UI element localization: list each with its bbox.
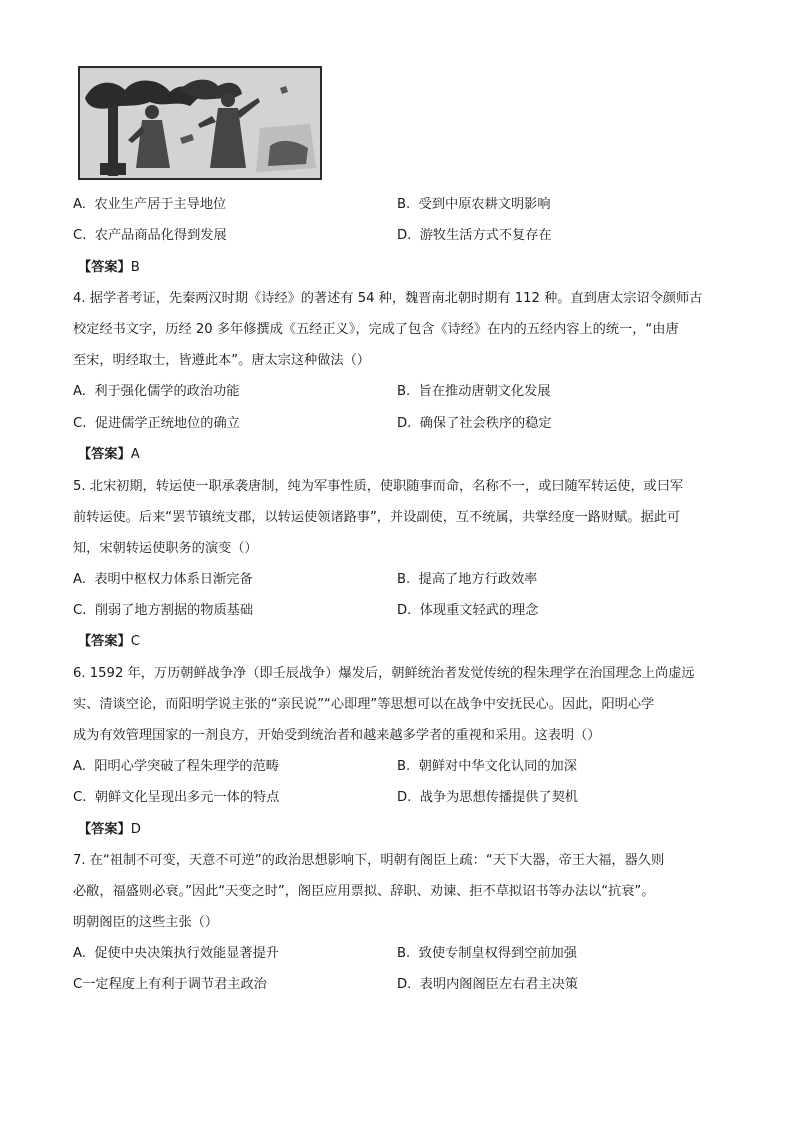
mural-image: [80, 68, 320, 178]
q3-option-c[interactable]: C. 农产品商品化得到发展: [73, 228, 227, 243]
q6-option-c[interactable]: C. 朝鲜文化呈现出多元一体的特点: [73, 790, 280, 805]
q4-option-b[interactable]: B. 旨在推动唐朝文化发展: [397, 384, 551, 399]
q7-option-a[interactable]: A. 促使中央决策执行效能显著提升: [73, 946, 279, 961]
q5-stem-line-3: 知，宋朝转运使职务的演变（）: [73, 541, 258, 556]
q4-stem-line-1: 4. 据学者考证，先秦两汉时期《诗经》的著述有 54 种，魏晋南北朝时期有 112 种。直到唐太宗诏令颜师古: [73, 291, 703, 306]
q3-option-b[interactable]: B. 受到中原农耕文明影响: [397, 197, 551, 212]
q5-stem-line-1: 5. 北宋初期，转运使一职承袭唐制，纯为军事性质，使职随事而命，名称不一，或曰随军转运使，或曰军: [73, 479, 684, 494]
q7-option-c[interactable]: C一定程度上有利于调节君主政治: [73, 977, 267, 992]
mural-figure: [78, 66, 322, 180]
q5-stem-line-2: 前转运使。后来“罢节镇统支郡，以转运使领诸路事”，并设副使，互不统属，共掌经度一路财赋。据此可: [73, 510, 681, 525]
q4-stem-line-3: 至宋，明经取士，皆遵此本”。唐太宗这种做法（）: [73, 353, 370, 368]
q6-stem-line-1: 6. 1592 年，万历朝鲜战争净（即壬辰战争）爆发后，朝鲜统治者发觉传统的程朱理学在治国理念上尚虚远: [73, 666, 695, 681]
q6-option-a[interactable]: A. 阳明心学突破了程朱理学的范畴: [73, 759, 279, 774]
q5-option-c[interactable]: C. 削弱了地方割据的物质基础: [73, 603, 254, 618]
q5-option-b[interactable]: B. 提高了地方行政效率: [397, 572, 538, 587]
q4-answer: 【答案】A: [78, 447, 140, 462]
q5-answer: 【答案】C: [78, 634, 140, 649]
q7-option-d[interactable]: D. 表明内阁阁臣左右君主决策: [397, 977, 578, 992]
q3-option-a[interactable]: A. 农业生产居于主导地位: [73, 197, 227, 212]
q4-option-d[interactable]: D. 确保了社会秩序的稳定: [397, 416, 552, 431]
q7-stem-line-3: 明朝阁臣的这些主张（）: [73, 915, 219, 930]
q6-option-b[interactable]: B. 朝鲜对中华文化认同的加深: [397, 759, 577, 774]
q7-stem-line-2: 必敝，福盛则必衰。”因此“天变之时”，阁臣应用票拟、辞职、劝谏、拒不草拟诏书等办法以“抗衰”。: [73, 884, 655, 899]
q6-answer: 【答案】D: [78, 822, 141, 837]
q6-option-d[interactable]: D. 战争为思想传播提供了契机: [397, 790, 578, 805]
q6-stem-line-3: 成为有效管理国家的一剂良方，开始受到统治者和越来越多学者的重视和采用。这表明（）: [73, 728, 601, 743]
q3-option-d[interactable]: D. 游牧生活方式不复存在: [397, 228, 552, 243]
q5-option-a[interactable]: A. 表明中枢权力体系日渐完备: [73, 572, 253, 587]
q6-stem-line-2: 实、清谈空论，而阳明学说主张的“亲民说”“心即理”等思想可以在战争中安抚民心。因此，阳明心学: [73, 697, 655, 712]
q5-option-d[interactable]: D. 体现重文轻武的理念: [397, 603, 539, 618]
q7-stem-line-1: 7. 在“祖制不可变，天意不可逆”的政治思想影响下，明朝有阁臣上疏：“天下大器，帝王大福，器久则: [73, 853, 665, 868]
q4-stem-line-2: 校定经书文字，历经 20 多年修撰成《五经正义》，完成了包含《诗经》在内的五经内容上的统一，“由唐: [73, 322, 679, 337]
q3-answer: 【答案】B: [78, 260, 140, 275]
q4-option-a[interactable]: A. 利于强化儒学的政治功能: [73, 384, 240, 399]
q7-option-b[interactable]: B. 致使专制皇权得到空前加强: [397, 946, 577, 961]
q4-option-c[interactable]: C. 促进儒学正统地位的确立: [73, 416, 240, 431]
